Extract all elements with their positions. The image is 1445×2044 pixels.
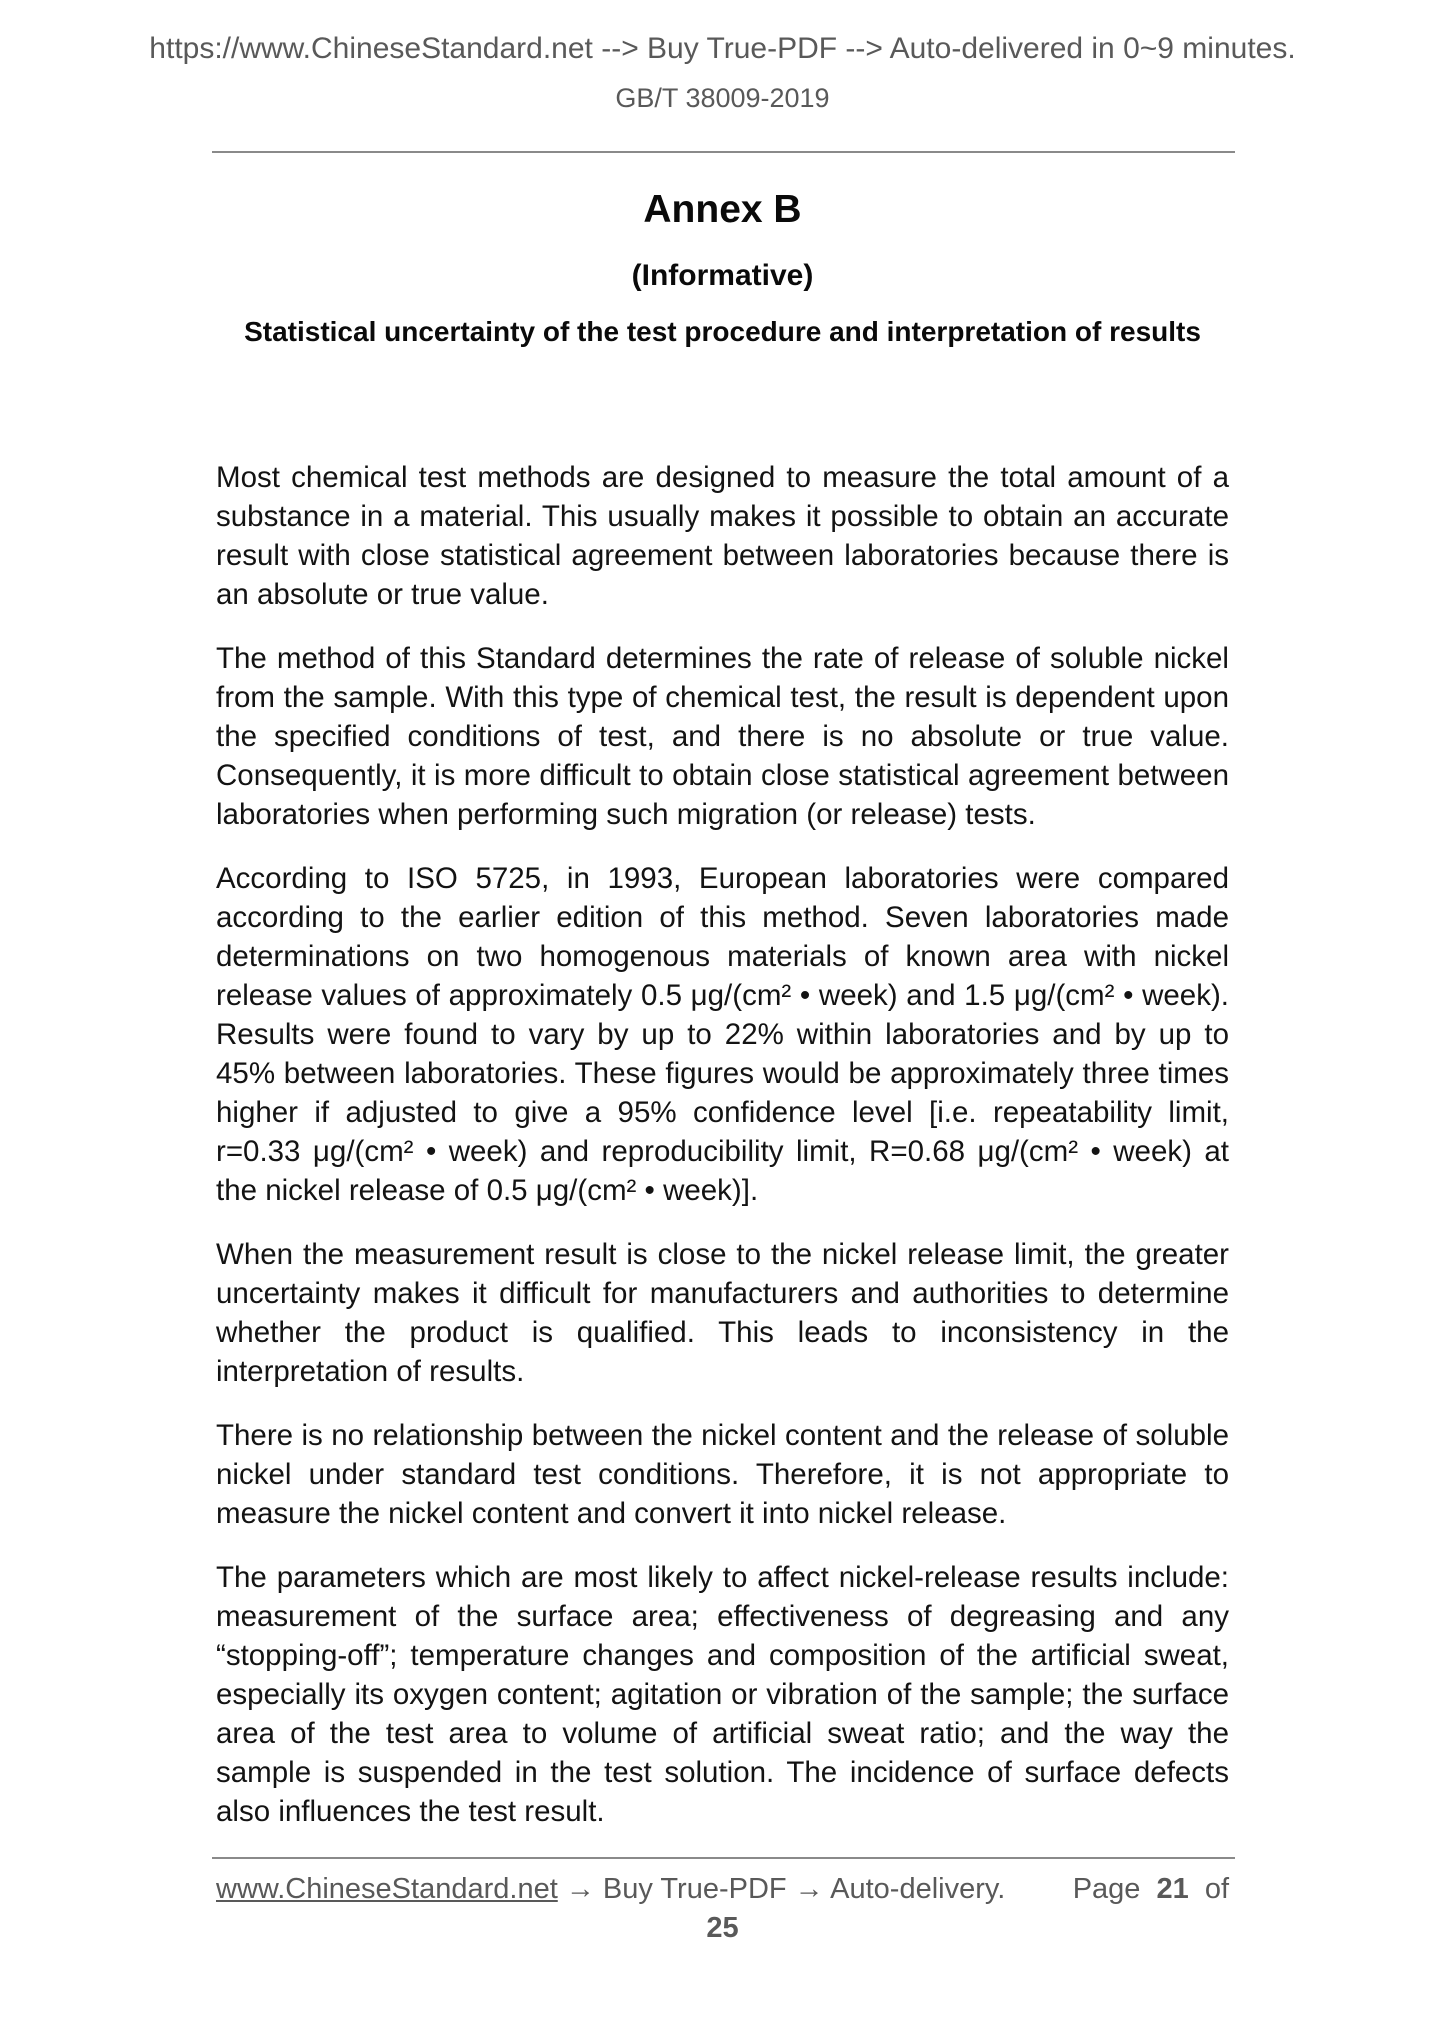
paragraph-5: There is no relationship between the nickel content and the release of soluble nickel under standard test conditions. Therefore, it is not appropriate to measure the nickel content and convert it into nickel release.: [216, 1419, 1229, 1530]
page-indicator: [1073, 1871, 1229, 1907]
page-total-number: 25: [706, 1912, 739, 1944]
footer-buy-text: Buy True-PDF: [602, 1873, 787, 1905]
page-of-label: of: [1204, 1873, 1229, 1905]
paragraph-6: The parameters which are most likely to affect nickel-release results include: measurement of the surface area; effectiveness of degreasing and any “stopping-off”; temperature changes and composition of the artificial sweat, especially its oxygen content; agitation or vibration of the sample; the surface area of the test area to volume of artificial sweat ratio; and the way the sample is suspended in the test solution. The incidence of surface defects also influences the test result.: [216, 1561, 1229, 1828]
right-arrow-icon: →: [794, 1873, 824, 1905]
page-footer: [216, 1871, 1229, 1907]
page-label: Page: [1072, 1873, 1141, 1905]
footer-links: [216, 1871, 1005, 1907]
document-body: [216, 458, 1229, 1831]
document-code: GB/T 38009-2019: [615, 83, 830, 113]
right-arrow-icon: →: [565, 1873, 595, 1905]
paragraph-1: Most chemical test methods are designed to measure the total amount of a substance in a material. This usually makes it possible to obtain an accurate result with close statistical agreement between laboratories because there is an absolute or true value.: [216, 461, 1229, 611]
informative-label: (Informative): [631, 259, 814, 292]
annex-subtitle: Statistical uncertainty of the test procedure and interpretation of results: [244, 316, 1201, 347]
footer-delivery-text: Auto-delivery.: [830, 1873, 1006, 1905]
annex-title: Annex B: [643, 188, 802, 231]
header-divider: [212, 151, 1235, 153]
footer-site-link[interactable]: www.ChineseStandard.net: [216, 1873, 558, 1905]
header-source-line: https://www.ChineseStandard.net --> Buy True-PDF --> Auto-delivered in 0~9 minutes.: [149, 32, 1296, 65]
page-current-number: 21: [1156, 1873, 1189, 1905]
paragraph-2: The method of this Standard determines the rate of release of soluble nickel from the sample. With this type of chemical test, the result is dependent upon the specified conditions of test, and there is no absolute or true value. Consequently, it is more difficult to obtain close statistical agreement between laboratories when performing such migration (or release) tests.: [216, 642, 1229, 831]
paragraph-4: When the measurement result is close to the nickel release limit, the greater uncertainty makes it difficult for manufacturers and authorities to determine whether the product is qualified. This leads to inconsistency in the interpretation of results.: [216, 1238, 1229, 1388]
paragraph-3: According to ISO 5725, in 1993, European laboratories were compared according to the earlier edition of this method. Seven laboratories made determinations on two homogenous materials of known area with nickel release values of approximately 0.5 μg/(cm² • week) and 1.5 μg/(cm² • week). Results were found to vary by up to 22% within laboratories and by up to 45% between laboratories. These figures would be approximately three times higher if adjusted to give a 95% confidence level [i.e. repeatability limit, r=0.33 μg/(cm² • week) and reproducibility limit, R=0.68 μg/(cm² • week) at the nickel release of 0.5 μg/(cm² • week)].: [216, 862, 1229, 1207]
footer-divider: [212, 1857, 1235, 1859]
